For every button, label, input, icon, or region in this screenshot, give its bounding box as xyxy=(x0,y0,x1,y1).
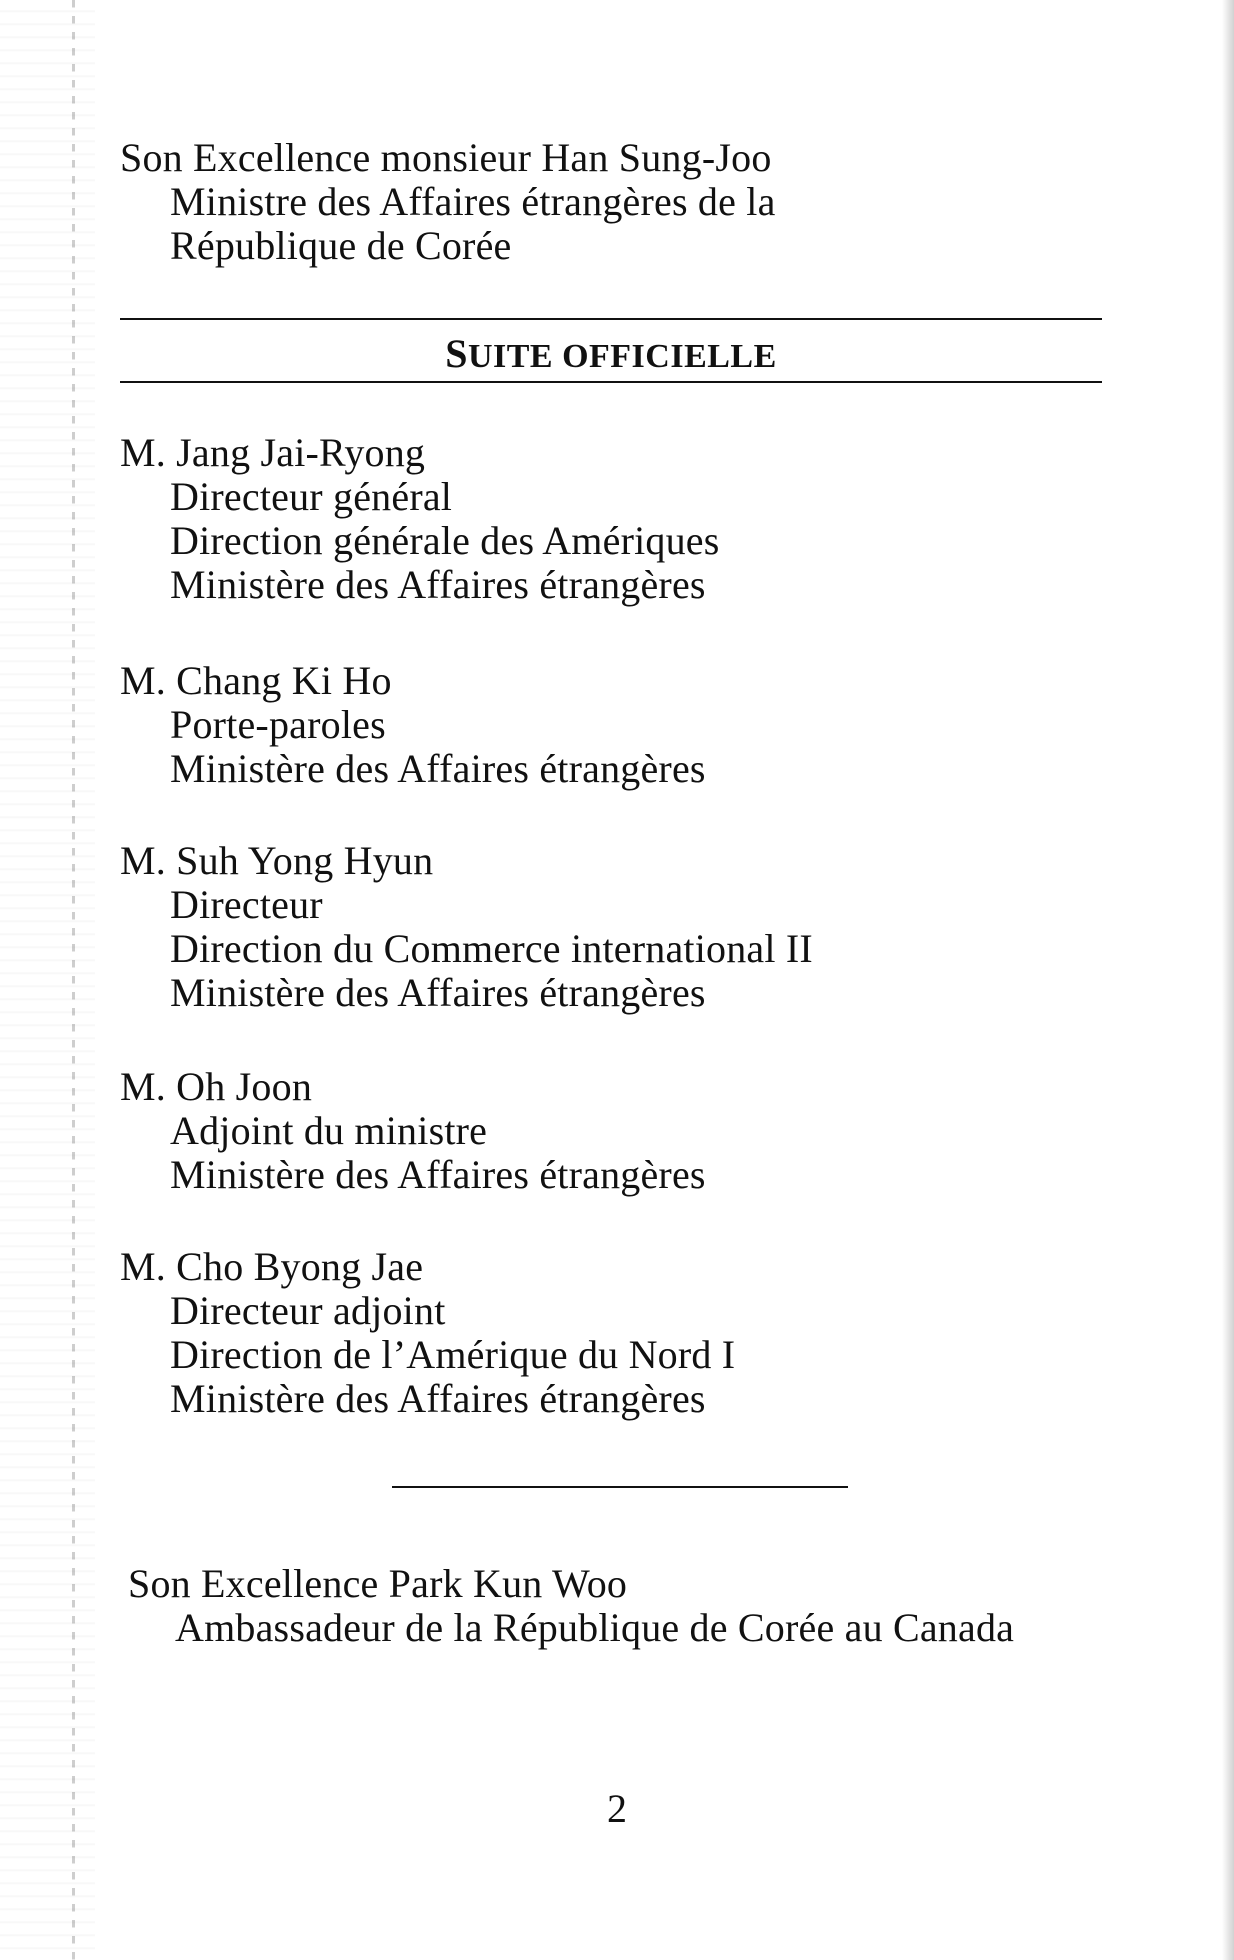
section-title-cap: S xyxy=(445,331,468,376)
section-rule-top xyxy=(120,318,1102,320)
member-3-line-2: Direction du Commerce international II xyxy=(170,926,813,971)
member-3-line-3: Ministère des Affaires étrangères xyxy=(170,970,706,1015)
member-5-line-3: Ministère des Affaires étrangères xyxy=(170,1376,706,1421)
section-title xyxy=(120,332,1102,379)
scan-edge-right xyxy=(1222,0,1234,1960)
member-2-name: M. Chang Ki Ho xyxy=(120,658,392,703)
member-1-line-3: Ministère des Affaires étrangères xyxy=(170,562,706,607)
scan-edge-left xyxy=(0,0,95,1960)
member-2-line-1: Porte-paroles xyxy=(170,702,386,747)
short-divider xyxy=(392,1486,848,1488)
header-title-line-1: Ministre des Affaires étrangères de la xyxy=(170,179,776,224)
member-1-line-2: Direction générale des Amériques xyxy=(170,518,720,563)
member-3-name: M. Suh Yong Hyun xyxy=(120,838,434,883)
member-1-name: M. Jang Jai-Ryong xyxy=(120,430,426,475)
member-4-name: M. Oh Joon xyxy=(120,1064,313,1109)
member-4-line-1: Adjoint du ministre xyxy=(170,1108,488,1153)
member-5-line-1: Directeur adjoint xyxy=(170,1288,446,1333)
member-2-line-2: Ministère des Affaires étrangères xyxy=(170,746,706,791)
member-3-line-1: Directeur xyxy=(170,882,323,927)
section-title-rest: UITE OFFICIELLE xyxy=(467,338,777,375)
member-1-line-1: Directeur général xyxy=(170,474,453,519)
header-name: Son Excellence monsieur Han Sung-Joo xyxy=(120,135,772,180)
member-5-line-2: Direction de l’Amérique du Nord I xyxy=(170,1332,736,1377)
page-number: 2 xyxy=(607,1786,627,1831)
scan-edge-line xyxy=(72,0,75,1960)
ambassador-name: Son Excellence Park Kun Woo xyxy=(128,1561,628,1606)
member-5-name: M. Cho Byong Jae xyxy=(120,1244,424,1289)
ambassador-title: Ambassadeur de la République de Corée au Canada xyxy=(175,1605,1015,1650)
section-rule-bottom xyxy=(120,381,1102,383)
member-4-line-2: Ministère des Affaires étrangères xyxy=(170,1152,706,1197)
header-title-line-2: République de Corée xyxy=(170,223,512,268)
